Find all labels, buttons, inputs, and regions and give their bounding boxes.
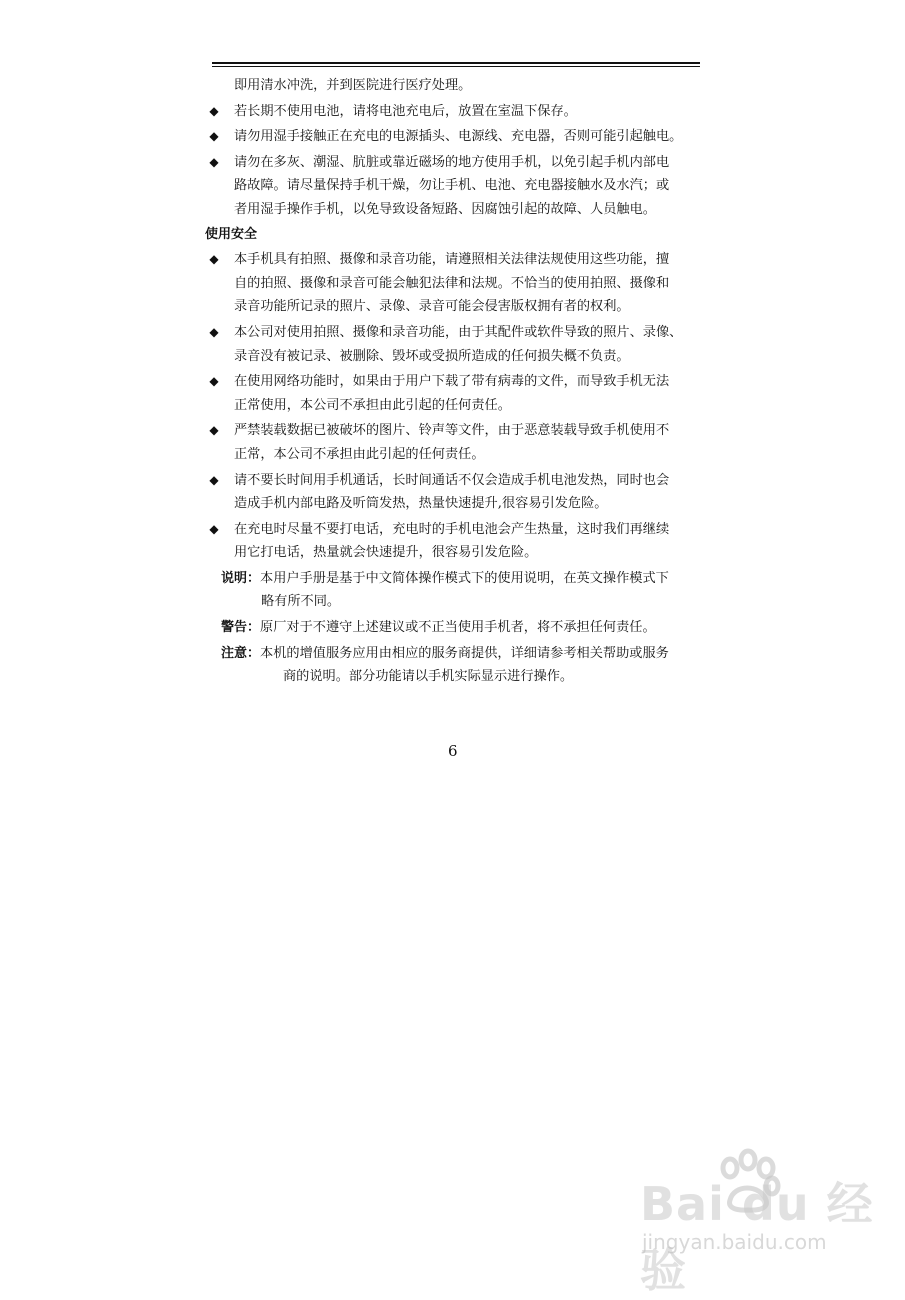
- watermark-url: jingyan.baidu.com: [642, 1230, 827, 1254]
- note-shuoming-text-2: 略有所不同。: [261, 594, 341, 610]
- bullet-diamond-icon: ◆: [209, 472, 219, 487]
- section-usage-safety-bullets: [205, 248, 705, 565]
- bullet-diamond-icon: ◆: [209, 252, 219, 267]
- header-rule-thick: [212, 62, 700, 64]
- page-content: [205, 74, 705, 689]
- note-shuoming-label: 说明：: [221, 570, 261, 586]
- bullet-item: [205, 321, 705, 368]
- note-jinggao: [205, 616, 705, 640]
- bullet-item: [205, 419, 705, 466]
- bullet-text-line: 严禁装载数据已被破坏的图片、铃声等文件，由于恶意装载导致手机使用不: [234, 423, 670, 439]
- note-zhuyi-text-1: 本机的增值服务应用由相应的服务商提供，详细请参考相关帮助或服务: [260, 645, 669, 661]
- bullet-text-line: 录音没有被记录、被删除、毁坏或受损所造成的任何损失概不负责。: [234, 348, 630, 364]
- bullet-text-line: 请勿在多灰、潮湿、肮脏或靠近磁场的地方使用手机，以免引起手机内部电: [234, 154, 670, 170]
- bullet-diamond-icon: ◆: [209, 423, 219, 438]
- bullet-item: [205, 469, 705, 516]
- bullet-diamond-icon: ◆: [209, 154, 219, 169]
- note-zhuyi: [205, 642, 705, 689]
- bullet-text-line: 正常，本公司不承担由此引起的任何责任。: [234, 446, 485, 462]
- bullet-diamond-icon: ◆: [209, 521, 219, 536]
- bullet-text-line: 路故障。请尽量保持手机干燥，勿让手机、电池、充电器接触水及水汽；或: [234, 178, 670, 194]
- watermark-brand: Bai du 经验: [640, 1177, 874, 1297]
- bullet-diamond-icon: ◆: [209, 324, 219, 339]
- note-shuoming: [205, 567, 705, 614]
- bullet-text-line: 若长期不使用电池，请将电池充电后，放置在室温下保存。: [234, 103, 577, 119]
- note-jinggao-label: 警告：: [221, 620, 261, 636]
- note-zhuyi-text-2: 商的说明。部分功能请以手机实际显示进行操作。: [283, 669, 574, 685]
- bullet-item: [205, 248, 705, 319]
- header-rule-thin: [212, 66, 700, 67]
- bullet-diamond-icon: ◆: [209, 374, 219, 389]
- bullet-text-line: 请勿用湿手接触正在充电的电源插头、电源线、充电器，否则可能引起触电。: [234, 129, 683, 145]
- bullet-text-line: 录音功能所记录的照片、录像、录音可能会侵害版权拥有者的权利。: [234, 299, 630, 315]
- bullet-text-line: 自的拍照、摄像和录音可能会触犯法律和法规。不恰当的使用拍照、摄像和: [234, 275, 670, 291]
- bullet-text-line: 请不要长时间用手机通话，长时间通话不仅会造成手机电池发热，同时也会: [234, 472, 670, 488]
- bullet-text-line: 本公司对使用拍照、摄像和录音功能，由于其配件或软件导致的照片、录像、: [234, 324, 683, 340]
- bullet-text-line: 正常使用，本公司不承担由此引起的任何责任。: [234, 397, 511, 413]
- note-shuoming-text-1: 本用户手册是基于中文简体操作模式下的使用说明，在英文操作模式下: [260, 570, 669, 586]
- bullet-text-line: 用它打电话，热量就会快速提升，很容易引发危险。: [234, 545, 538, 561]
- bullet-text-line: 在充电时尽量不要打电话，充电时的手机电池会产生热量，这时我们再继续: [234, 521, 670, 537]
- continuation-line: 即用清水冲洗，并到医院进行医疗处理。: [234, 78, 472, 93]
- bullet-text-line: 者用湿手操作手机，以免导致设备短路、因腐蚀引起的故障、人员触电。: [234, 201, 656, 217]
- bullet-item: [205, 370, 705, 417]
- note-zhuyi-label: 注意：: [221, 645, 261, 661]
- bullet-text-line: 在使用网络功能时，如果由于用户下载了带有病毒的文件，而导致手机无法: [234, 374, 670, 390]
- bullet-item: [205, 518, 705, 565]
- bullet-item: [205, 125, 705, 149]
- bullet-item: [205, 151, 705, 222]
- baidu-watermark: [640, 1150, 890, 1297]
- page-number: 6: [448, 742, 458, 760]
- bullet-diamond-icon: ◆: [209, 103, 219, 118]
- bullet-diamond-icon: ◆: [209, 129, 219, 144]
- bullet-item: [205, 100, 705, 124]
- bullet-text-line: 本手机具有拍照、摄像和录音功能，请遵照相关法律法规使用这些功能，擅: [234, 252, 670, 268]
- bullet-text-line: 造成手机内部电路及听筒发热，热量快速提升,很容易引发危险。: [234, 496, 608, 512]
- note-jinggao-text-1: 原厂对于不遵守上述建议或不正当使用手机者，将不承担任何责任。: [260, 620, 656, 636]
- section-heading-usage-safety: 使用安全: [205, 226, 258, 242]
- section-battery-bullets: [205, 100, 705, 222]
